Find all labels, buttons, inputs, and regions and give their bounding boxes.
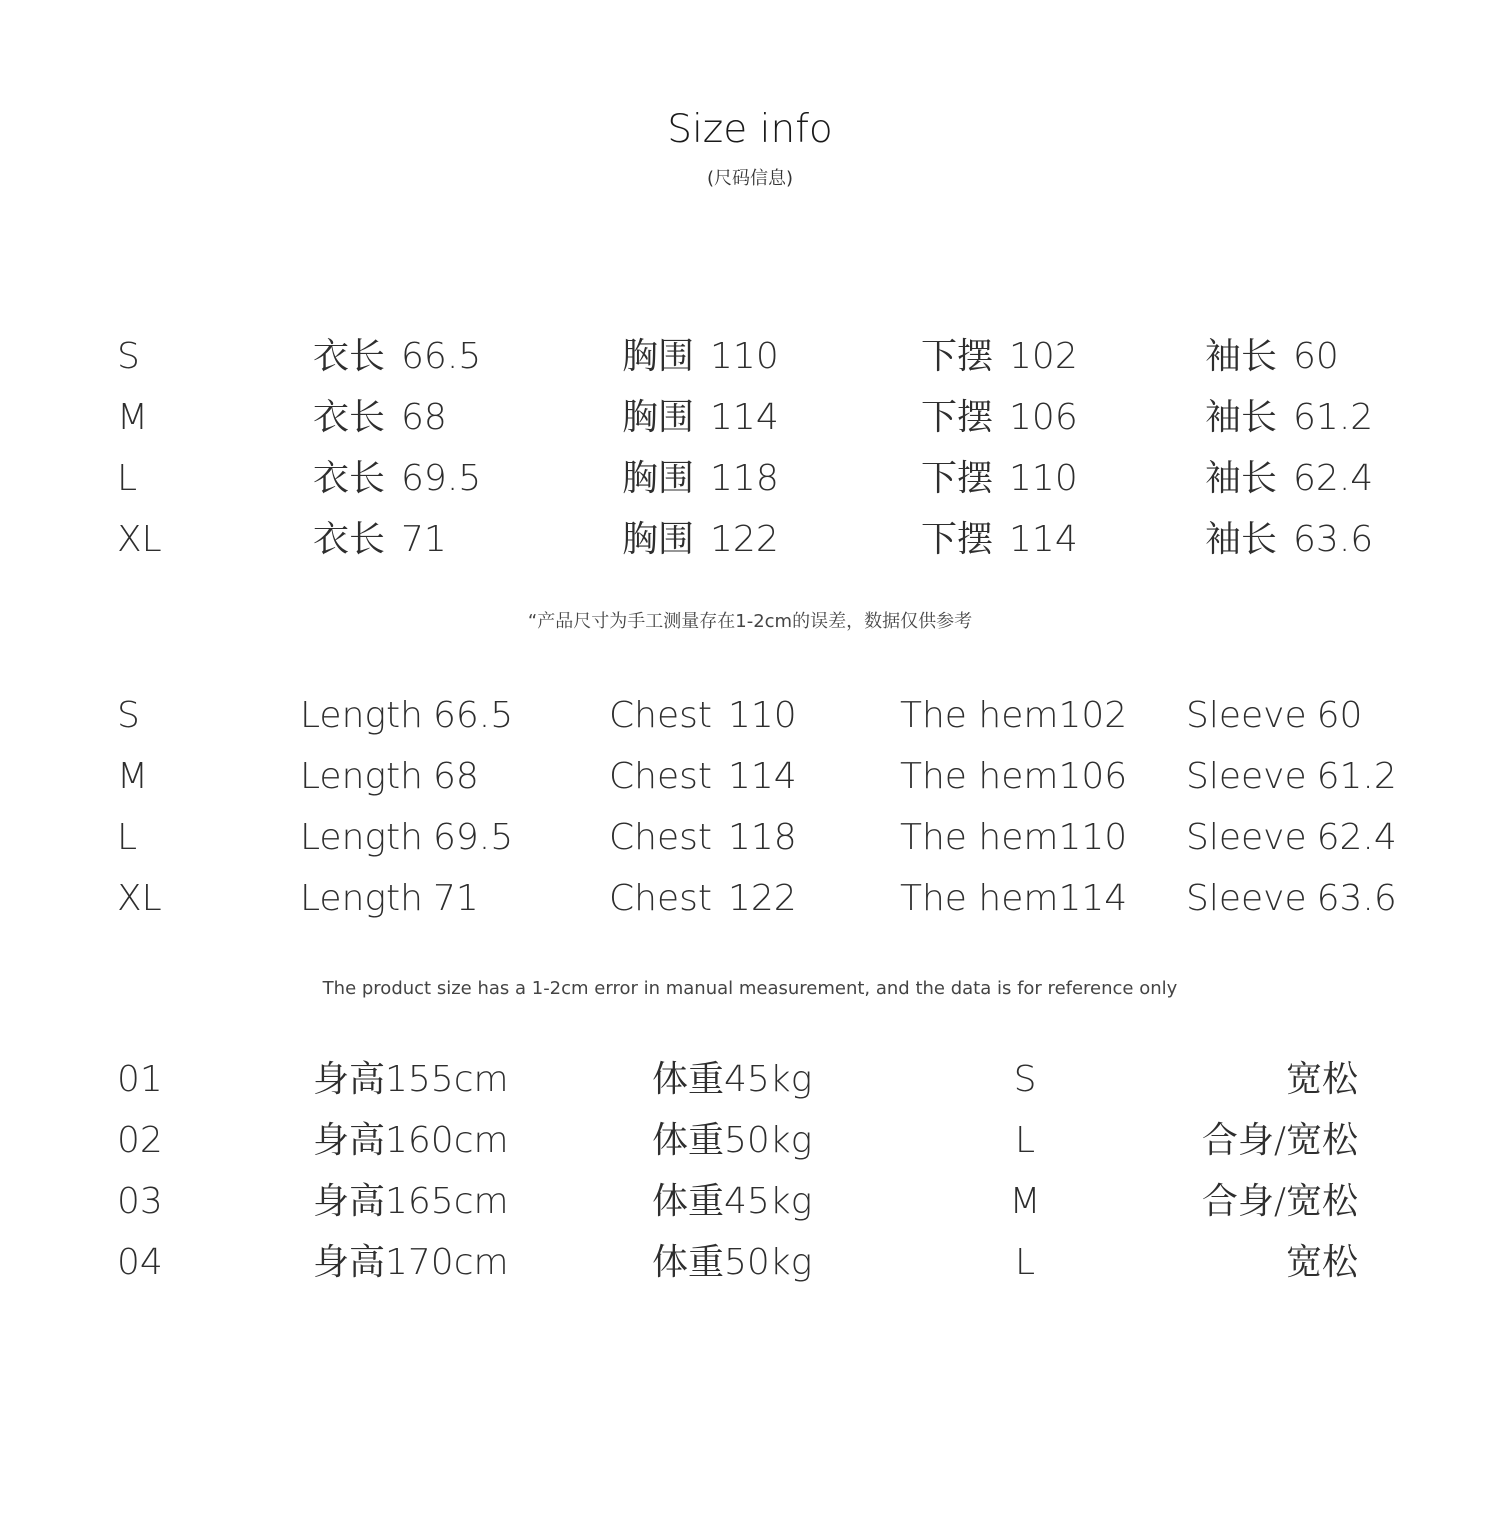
size-label: XL: [117, 519, 162, 560]
chest-value: 122: [727, 878, 797, 919]
length-label: Length: [300, 756, 423, 797]
hem-label: 下摆: [921, 458, 994, 499]
hem-measure: [900, 874, 1127, 924]
hem-value: 114: [1058, 878, 1128, 919]
length-measure: [313, 515, 447, 565]
length-measure: [300, 813, 513, 863]
size-label: S: [117, 336, 140, 377]
cn-size-row: [0, 332, 1500, 382]
hem-measure: [921, 332, 1078, 382]
sleeve-value: 63.6: [1316, 878, 1397, 919]
sleeve-measure: [1205, 393, 1373, 443]
model-weight: 体重45kg: [652, 1059, 813, 1100]
hem-value: 110: [1058, 817, 1128, 858]
size-label: L: [117, 817, 138, 858]
chest-label: 胸围: [622, 336, 695, 377]
sleeve-measure: [1186, 813, 1397, 863]
en-measurement-note: The product size has a 1-2cm error in manual measurement, and the data is for reference only: [322, 978, 1178, 999]
sleeve-value: 63.6: [1293, 519, 1374, 560]
model-fit: 宽松: [1285, 1059, 1358, 1100]
length-value: 66.5: [432, 695, 514, 736]
model-row: [0, 1238, 1500, 1288]
chest-label: Chest: [609, 878, 712, 919]
model-id: 04: [117, 1242, 163, 1283]
length-value: 71: [432, 878, 479, 919]
en-size-row: [0, 813, 1500, 863]
model-size: S: [1013, 1059, 1037, 1100]
sleeve-label: 袖长: [1205, 336, 1278, 377]
chest-value: 118: [727, 817, 797, 858]
sleeve-measure: [1205, 515, 1373, 565]
model-id: 02: [117, 1120, 163, 1161]
en-size-row: [0, 874, 1500, 924]
hem-value: 106: [1009, 397, 1078, 438]
model-row: [0, 1055, 1500, 1105]
model-row: [0, 1177, 1500, 1227]
size-label: S: [117, 695, 140, 736]
chest-value: 118: [710, 458, 779, 499]
hem-label: The hem: [900, 695, 1059, 736]
model-weight: 体重50kg: [652, 1120, 813, 1161]
hem-measure: [921, 515, 1078, 565]
model-id: 01: [117, 1059, 163, 1100]
length-value: 69.5: [432, 817, 514, 858]
chest-value: 114: [710, 397, 779, 438]
model-row: [0, 1116, 1500, 1166]
length-value: 69.5: [401, 458, 482, 499]
length-label: 衣长: [313, 519, 386, 560]
length-measure: [313, 454, 481, 504]
model-weight: 体重45kg: [652, 1181, 813, 1222]
hem-value: 102: [1058, 695, 1128, 736]
hem-label: 下摆: [921, 519, 994, 560]
sleeve-value: 60: [1293, 336, 1339, 377]
chest-measure: [609, 813, 797, 863]
chest-label: 胸围: [622, 397, 695, 438]
sleeve-measure: [1186, 752, 1397, 802]
chest-value: 122: [710, 519, 779, 560]
model-height: 身高165cm: [313, 1181, 509, 1222]
length-measure: [300, 874, 479, 924]
sleeve-measure: [1205, 332, 1339, 382]
length-label: 衣长: [313, 458, 386, 499]
length-label: 衣长: [313, 397, 386, 438]
chest-measure: [609, 691, 797, 741]
length-label: Length: [300, 695, 423, 736]
model-fit: 合身/宽松: [1201, 1120, 1358, 1161]
chest-value: 110: [727, 695, 797, 736]
sleeve-value: 61.2: [1293, 397, 1374, 438]
model-size: L: [1014, 1120, 1036, 1161]
hem-measure: [921, 393, 1078, 443]
length-measure: [313, 393, 447, 443]
hem-value: 106: [1058, 756, 1128, 797]
length-label: 衣长: [313, 336, 386, 377]
model-height: 身高160cm: [313, 1120, 509, 1161]
hem-value: 110: [1009, 458, 1078, 499]
sleeve-measure: [1186, 874, 1397, 924]
sleeve-value: 61.2: [1316, 756, 1397, 797]
model-height: 身高170cm: [313, 1242, 509, 1283]
size-label: M: [117, 756, 149, 797]
length-label: Length: [300, 817, 423, 858]
chest-label: 胸围: [622, 458, 695, 499]
sleeve-measure: [1186, 691, 1362, 741]
chest-label: Chest: [609, 756, 712, 797]
cn-size-row: [0, 393, 1500, 443]
model-id: 03: [117, 1181, 163, 1222]
model-height: 身高155cm: [313, 1059, 509, 1100]
hem-measure: [921, 454, 1078, 504]
sleeve-value: 62.4: [1293, 458, 1374, 499]
length-value: 71: [401, 519, 447, 560]
sleeve-measure: [1205, 454, 1373, 504]
length-value: 68: [401, 397, 447, 438]
sleeve-label: Sleeve: [1186, 695, 1307, 736]
chest-label: Chest: [609, 817, 712, 858]
chest-measure: [622, 515, 779, 565]
size-label: XL: [117, 878, 162, 919]
page-title: Size info: [667, 107, 833, 152]
sleeve-label: Sleeve: [1186, 817, 1307, 858]
cn-measurement-note: “产品尺寸为手工测量存在1-2cm的误差，数据仅供参考: [527, 611, 973, 632]
sleeve-label: 袖长: [1205, 397, 1278, 438]
chest-value: 114: [727, 756, 797, 797]
size-label: M: [117, 397, 149, 438]
hem-label: The hem: [900, 756, 1059, 797]
model-size: L: [1014, 1242, 1036, 1283]
model-weight: 体重50kg: [652, 1242, 813, 1283]
chest-label: Chest: [609, 695, 712, 736]
model-fit: 合身/宽松: [1201, 1181, 1358, 1222]
chest-label: 胸围: [622, 519, 695, 560]
sleeve-value: 62.4: [1316, 817, 1397, 858]
model-fit: 宽松: [1285, 1242, 1358, 1283]
length-value: 68: [432, 756, 479, 797]
hem-label: The hem: [900, 817, 1059, 858]
en-size-row: [0, 752, 1500, 802]
length-value: 66.5: [401, 336, 482, 377]
chest-measure: [622, 332, 779, 382]
model-size: M: [1009, 1181, 1041, 1222]
size-label: L: [117, 458, 138, 499]
cn-size-row: [0, 454, 1500, 504]
length-measure: [300, 691, 513, 741]
sleeve-label: Sleeve: [1186, 878, 1307, 919]
hem-label: The hem: [900, 878, 1059, 919]
hem-label: 下摆: [921, 397, 994, 438]
sleeve-value: 60: [1316, 695, 1363, 736]
hem-label: 下摆: [921, 336, 994, 377]
length-measure: [300, 752, 479, 802]
chest-measure: [609, 874, 797, 924]
length-measure: [313, 332, 481, 382]
chest-value: 110: [710, 336, 779, 377]
en-size-row: [0, 691, 1500, 741]
hem-measure: [900, 752, 1127, 802]
hem-measure: [900, 813, 1127, 863]
chest-measure: [609, 752, 797, 802]
page-subtitle: (尺码信息): [706, 168, 794, 189]
chest-measure: [622, 393, 779, 443]
hem-measure: [900, 691, 1127, 741]
sleeve-label: 袖长: [1205, 458, 1278, 499]
sleeve-label: 袖长: [1205, 519, 1278, 560]
sleeve-label: Sleeve: [1186, 756, 1307, 797]
cn-size-row: [0, 515, 1500, 565]
hem-value: 114: [1009, 519, 1078, 560]
length-label: Length: [300, 878, 423, 919]
chest-measure: [622, 454, 779, 504]
hem-value: 102: [1009, 336, 1078, 377]
